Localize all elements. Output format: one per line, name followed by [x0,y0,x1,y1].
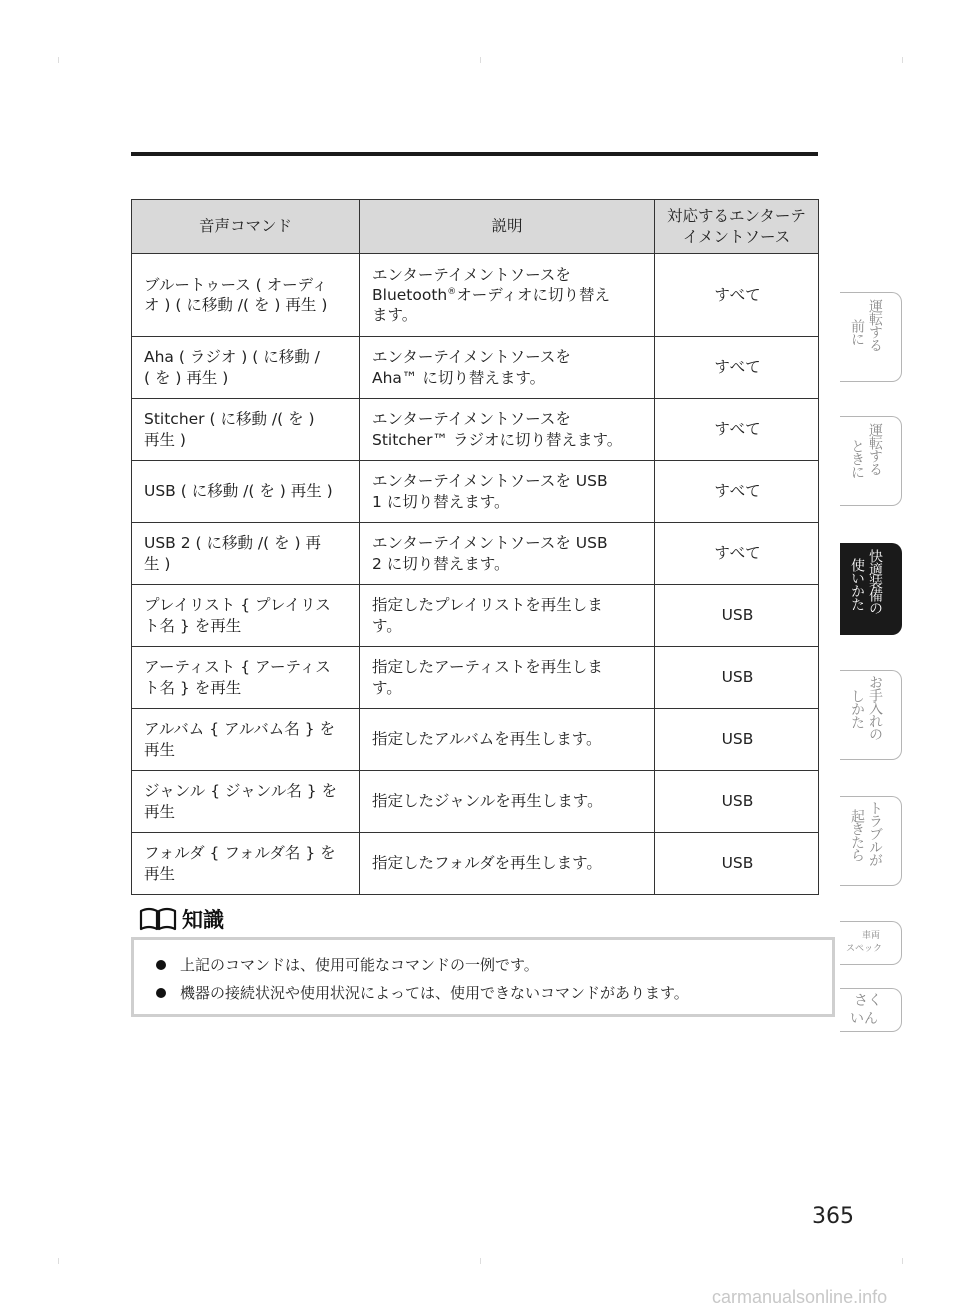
registered-mark: ® [447,286,457,297]
command-text: アルバム { アルバム名 } を [144,720,336,739]
bullet-icon [156,960,166,970]
description-cell [360,399,655,461]
description-text: ます。 [372,306,418,325]
table-row [132,399,819,461]
tab-label: さく [854,993,882,1009]
command-text: ト名 } を再生 [144,678,242,697]
crop-mark [480,57,481,63]
description-text: 指定したアーティストを再生しま [372,658,603,677]
crop-mark [58,57,59,63]
target-cell: すべて [655,523,819,585]
target-cell: すべて [655,461,819,523]
command-cell [132,337,360,399]
tab-label: スペック [846,944,883,954]
list-item [152,979,832,1007]
table-row [132,337,819,399]
command-cell [132,254,360,337]
knowledge-text: 上記のコマンドは、使用可能なコマンドの一例です。 [180,956,539,974]
command-cell [132,647,360,709]
crop-mark [902,1258,903,1264]
tab-label: 使いかた [849,558,865,610]
tab-index[interactable] [840,988,902,1032]
description-cell [360,461,655,523]
description-cell [360,523,655,585]
tab-label: 快適装備の [867,549,883,614]
table-row [132,771,819,833]
command-text: 再生 ) [144,430,186,449]
description-text: 1 に切り替えます。 [372,492,510,511]
command-text: Aha ( ラジオ ) ( に移動 / [144,348,320,367]
description-text: 指定したアルバムを再生します。 [372,730,602,749]
description-text: オーディオに切り替え [456,285,611,304]
description-cell [360,771,655,833]
description-text: す。 [372,678,402,697]
tab-label: 運転する [867,423,883,475]
description-text: エンターテイメントソースを [372,410,571,429]
command-text: 再生 [144,864,176,883]
description-text: エンターテイメントソースを USB [372,534,608,553]
tab-label: 起きたら [849,809,865,861]
crop-mark [902,57,903,63]
voice-command-table [131,199,819,895]
command-text: フォルダ { フォルダ名 } を [144,844,336,863]
page-number: 365 [812,1204,854,1229]
knowledge-box [131,937,835,1017]
description-text: 指定したプレイリストを再生しま [372,596,603,615]
table-row [132,833,819,895]
description-cell [360,647,655,709]
command-text: オ ) ( に移動 /( を ) 再生 ) [144,296,328,314]
description-text: す。 [372,616,402,635]
command-text: アーティスト { アーティス [144,658,331,677]
watermark: carmanualsonline.info [712,1287,888,1307]
table-row [132,254,819,337]
description-cell [360,585,655,647]
book-icon [138,906,178,932]
command-cell [132,523,360,585]
target-cell: すべて [655,399,819,461]
description-cell [360,833,655,895]
description-text: エンターテイメントソースを [372,348,571,367]
description-cell [360,337,655,399]
description-cell [360,709,655,771]
tab-label: いん [850,1011,878,1027]
description-text: エンターテイメントソースを [372,265,571,284]
table-row [132,647,819,709]
tab-before-driving[interactable] [840,292,902,382]
header-target-line1: 対応するエンターテ [667,207,806,226]
header-target-line2: イメントソース [682,227,791,246]
knowledge-title: 知識 [182,908,224,932]
bullet-icon [156,988,166,998]
command-cell [132,585,360,647]
crop-mark [480,1258,481,1264]
tab-label: しかた [849,689,865,728]
table-row [132,709,819,771]
command-text: ト名 } を再生 [144,616,242,635]
header-command: 音声コマンド [132,200,360,254]
list-item [152,951,832,979]
table-row [132,523,819,585]
command-cell [132,771,360,833]
command-text: ジャンル { ジャンル名 } を [144,782,338,801]
command-text: Stitcher ( に移動 /( を ) [144,410,315,429]
table-row [132,585,819,647]
header-target [655,200,819,254]
command-text: USB 2 ( に移動 /( を ) 再 [144,534,322,553]
description-text: 指定したジャンルを再生します。 [372,792,603,811]
tab-label: お手入れの [867,675,883,740]
description-text: Stitcher™ ラジオに切り替えます。 [372,430,623,449]
description-text: Aha™ に切り替えます。 [372,368,546,387]
tab-while-driving[interactable] [840,416,902,506]
command-cell [132,833,360,895]
crop-mark [58,1258,59,1264]
command-text: 生 ) [144,554,171,573]
target-cell: すべて [655,254,819,337]
tab-comfort-features[interactable] [840,543,902,635]
description-text: エンターテイメントソースを USB [372,472,608,491]
table-row [132,461,819,523]
knowledge-list [152,951,832,1007]
tab-label: トラブルが [867,801,883,866]
description-cell [360,254,655,337]
description-text: 指定したフォルダを再生します。 [372,854,602,873]
description-text: Bluetooth [372,285,448,304]
description-text: 2 に切り替えます。 [372,554,510,573]
tab-label: 運転する [867,299,883,351]
target-cell: すべて [655,337,819,399]
command-text: ブルートゥース ( オーディ [144,275,328,294]
target-cell: USB [655,647,819,709]
command-text: ( を ) 再生 ) [144,368,229,387]
command-text: 再生 [144,740,176,759]
command-cell [132,709,360,771]
top-rule [131,152,818,156]
tab-maintenance[interactable] [840,670,902,760]
command-text: 再生 [144,802,176,821]
knowledge-text: 機器の接続状況や使用状況によっては、使用できないコマンドがあります。 [180,984,689,1002]
target-cell: USB [655,833,819,895]
tab-label: 前に [849,319,865,345]
tab-label: ときに [849,439,865,478]
target-cell: USB [655,771,819,833]
target-cell: USB [655,709,819,771]
knowledge-heading [138,904,224,934]
target-cell: USB [655,585,819,647]
tab-label: 車両 [862,931,881,941]
tab-vehicle-specs[interactable] [840,921,902,965]
command-text: プレイリスト { プレイリス [144,596,331,615]
table-header-row [132,200,819,254]
command-cell [132,399,360,461]
command-cell [132,461,360,523]
header-description: 説明 [360,200,655,254]
tab-troubleshooting[interactable] [840,796,902,886]
command-text: USB ( に移動 /( を ) 再生 ) [144,482,333,501]
